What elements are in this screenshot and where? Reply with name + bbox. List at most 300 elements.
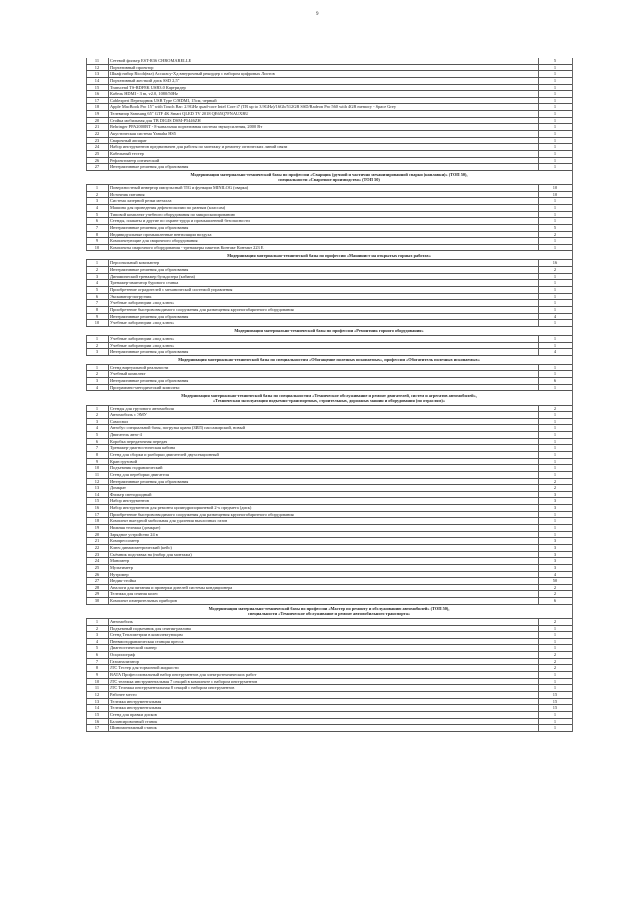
item-quantity: 1	[553, 117, 557, 123]
table-row	[86, 320, 572, 327]
row-number: 2	[95, 412, 99, 418]
table-row	[86, 336, 572, 343]
table-row	[86, 218, 572, 225]
table-row	[86, 205, 572, 212]
item-name: Мультиметр	[110, 564, 133, 570]
table-row	[86, 479, 572, 486]
page-number: 9	[316, 12, 319, 17]
table-row	[86, 578, 572, 585]
item-quantity: 3	[553, 538, 557, 544]
item-name: Комплектующие для сварочного оборудования	[110, 238, 198, 244]
table-row	[86, 591, 572, 598]
table-row	[86, 472, 572, 479]
row-number: 29	[94, 591, 100, 597]
item-quantity: 1	[553, 273, 557, 279]
item-quantity: 1	[553, 137, 557, 143]
item-name: Нутромер	[110, 571, 129, 577]
item-quantity: 1	[553, 144, 557, 150]
row-number: 23	[94, 551, 100, 557]
item-quantity: 1	[553, 320, 557, 326]
item-quantity: 1	[553, 157, 557, 163]
item-quantity: 1	[553, 77, 557, 83]
table-row	[86, 212, 572, 219]
item-quantity: 1	[553, 425, 557, 431]
item-quantity: 1	[553, 452, 557, 457]
item-name: Индивидуальные промышленные вентиляции воздуха	[110, 231, 212, 237]
item-name: JTC тележка инструментальная 7 секций в комплекте с набором инструментов	[110, 678, 258, 684]
table-row	[86, 91, 572, 98]
item-quantity: 1	[553, 71, 557, 77]
row-number: 18	[94, 518, 100, 524]
row-number: 13	[94, 71, 100, 77]
row-number: 9	[95, 313, 99, 319]
table-row	[86, 632, 572, 639]
item-name: Интерактивные решения для образования	[110, 478, 189, 484]
item-name: Интерактивные решения для образования	[110, 313, 189, 319]
item-quantity: 1	[553, 412, 557, 418]
table-row	[86, 665, 572, 672]
item-name: Индик-стойка	[110, 578, 137, 584]
row-number: 14	[94, 705, 100, 711]
item-name: Приобретение быстровозводимого сооружения для размещения крупногабаритного оборудования	[110, 306, 294, 312]
item-name: Рабочее место	[110, 691, 137, 697]
row-number: 21	[94, 538, 100, 544]
item-name: Стенды, плакаты и другие по охране труда и промышленной безопасности	[110, 218, 250, 224]
row-number: 10	[94, 465, 100, 471]
item-quantity: 1	[553, 438, 557, 444]
table-row	[86, 260, 572, 267]
row-number: 4	[95, 384, 99, 390]
item-quantity: 10	[552, 191, 558, 197]
table-row	[86, 525, 572, 532]
item-quantity: 1	[553, 458, 557, 464]
item-name: Тележка инструментальная	[110, 705, 162, 711]
section-title-line: специальности «Сварочное производство» (ТОП 50)	[278, 177, 380, 183]
item-quantity: 1	[553, 111, 557, 117]
item-name: Машина для проведения дефектоскопии по разным (классам)	[110, 205, 226, 210]
section-title-line: Модернизация материально-технической базы по профессии «Сварщик (ручной и частично механизированной сварки (наплавки)» (ТОП 50),	[190, 172, 468, 178]
item-name: Комплект выездной мобильная для удаления выхлопных газов	[110, 518, 228, 524]
item-name: Стенд для сборки и разборки двигателей двухсекционный	[110, 452, 219, 457]
section-title-line: Модернизация материально-технической базы по профессии «Ремонтник горного оборудования»	[234, 328, 424, 334]
item-quantity: 1	[553, 384, 557, 390]
item-quantity: 1	[553, 150, 557, 156]
item-name: Behringer PPA2000BT - 8-канальная портативная система звукоусиления, 2000 Вт	[110, 124, 263, 130]
item-name: Съёмник подставка на (набор для монтажа)	[110, 551, 192, 557]
row-number: 9	[95, 672, 99, 678]
item-quantity: 1	[553, 84, 557, 90]
table-row	[86, 439, 572, 446]
table-row	[86, 300, 572, 307]
row-number: 7	[95, 300, 99, 306]
item-name: JTC Тестер для тормозной жидкости	[110, 665, 179, 671]
table-row	[86, 585, 572, 592]
table-row	[86, 692, 572, 699]
item-name: JTC Тележка инструментальная 8 секций с набором инструментов	[110, 685, 235, 691]
row-number: 4	[95, 425, 99, 431]
item-quantity: 10	[552, 185, 558, 191]
table-row	[86, 349, 572, 356]
item-quantity: 1	[553, 335, 557, 341]
item-quantity: 3	[553, 551, 557, 557]
row-number: 4	[95, 638, 99, 644]
row-number: 19	[94, 111, 100, 117]
item-name: Тренажер-имитатор бурового станка	[110, 280, 179, 286]
table-row	[86, 144, 572, 151]
item-name: Cablexpert Переходник USB Type C/HDMI, 15см, черный	[110, 97, 217, 103]
row-number: 12	[94, 64, 100, 70]
item-name: Интерактивные решения для образования	[110, 378, 189, 384]
table-row	[86, 545, 572, 552]
row-number: 15	[94, 84, 100, 90]
item-name: Телевизор Samsung 65" GTF 4K Smart QLED TV 2018 QE65Q7FNAUXRU	[110, 111, 249, 117]
item-quantity: 4	[553, 571, 557, 577]
row-number: 24	[94, 144, 100, 150]
row-number: 15	[94, 498, 100, 504]
item-quantity: 1	[553, 531, 557, 537]
table-row	[86, 365, 572, 372]
table-row	[86, 98, 572, 105]
table-row	[86, 552, 572, 559]
item-name: Фильтр светодиодный	[110, 491, 152, 497]
item-name: Рефлектометр оптический	[110, 157, 160, 163]
item-name: Учебные лаборатории «под ключ»	[110, 335, 175, 341]
section-title-line: Модернизация материально-технической базы по профессии «Машинист на открытых горных работах»	[227, 252, 431, 258]
table-row	[86, 572, 572, 579]
table-row	[86, 459, 572, 466]
table-row	[86, 118, 572, 125]
row-number: 19	[94, 525, 100, 531]
item-name: Стенд для переборки двигателя	[110, 471, 169, 477]
item-quantity: 1	[553, 342, 557, 348]
item-name: Домкрат	[110, 485, 126, 491]
row-number: 3	[95, 632, 99, 638]
table-row	[86, 164, 572, 171]
table-row	[86, 294, 572, 301]
row-number: 1	[95, 405, 99, 411]
table-row	[86, 412, 572, 419]
item-name: Учебные лаборатории «под ключ»	[110, 320, 175, 326]
table-row	[86, 85, 572, 92]
table-row	[86, 111, 572, 118]
row-number: 1	[95, 335, 99, 341]
item-quantity: 1	[553, 91, 557, 97]
item-name: Интерактивные решения для образования	[110, 349, 189, 355]
row-number: 27	[94, 164, 100, 170]
item-name: Автомобиль с ЭМУ	[110, 412, 147, 418]
row-number: 27	[94, 578, 100, 584]
item-quantity: 1	[553, 418, 557, 424]
row-number: 24	[94, 558, 100, 564]
item-name: Аналоги для питания и проверки дизелей системы кондиционера	[110, 584, 233, 590]
table-row	[86, 185, 572, 192]
item-name: Поверхностный инвертор импульсный TIG и функции MINILOG (сварка)	[110, 185, 249, 191]
item-quantity: 1	[553, 205, 557, 210]
item-name: Интерактивные решения для образования	[110, 267, 189, 273]
table-row	[86, 267, 572, 274]
item-name: Кабельный тестер	[110, 150, 144, 156]
row-number: 13	[94, 485, 100, 491]
row-number: 6	[95, 293, 99, 299]
item-name: Портативный проектор	[110, 64, 154, 70]
row-number: 15	[94, 711, 100, 717]
item-name: Стенд для правки дисков	[110, 711, 157, 717]
row-number: 2	[95, 371, 99, 377]
table-row	[86, 225, 572, 232]
row-number: 28	[94, 584, 100, 590]
table-row	[86, 65, 572, 72]
item-quantity: 2	[553, 591, 557, 597]
item-name: BATA Профессиональный набор инструментов для электротехнических работ	[110, 672, 257, 678]
row-number: 7	[95, 658, 99, 664]
section-title	[86, 251, 572, 260]
item-name: Сетевой фильтр EST-R36 CHROMARELLE	[110, 58, 192, 63]
item-quantity: 2	[553, 485, 557, 491]
row-number: 16	[94, 718, 100, 724]
row-number: 11	[94, 471, 100, 477]
section-title-line: специальности «Техническое обслуживание и ремонт автомобильного транспорта»	[247, 611, 411, 617]
item-quantity: 5	[553, 58, 557, 63]
table-row	[86, 232, 572, 239]
table-row	[86, 719, 572, 726]
item-name: Программно-методический комплекс	[110, 384, 180, 390]
table-row	[86, 307, 572, 314]
row-number: 11	[94, 685, 100, 691]
table-row	[86, 425, 572, 432]
table-row	[86, 619, 572, 626]
row-number: 3	[95, 198, 99, 204]
table-row	[86, 485, 572, 492]
section-title	[86, 327, 572, 336]
section-title	[86, 356, 572, 365]
item-name: Персональный компьютер	[110, 260, 160, 266]
item-name: Приобретение быстровозводимого сооружения для размещения крупногабаритного оборудования	[110, 511, 294, 517]
section-title-line: Модернизация материально-технической базы по специальностям «Обогащение полезных ископаемых», профессии «Обогатитель полезных ископаемых»	[178, 356, 480, 362]
item-name: Приобретение оградителей с механической системой управления	[110, 287, 233, 293]
table-row	[86, 465, 572, 472]
item-quantity: 1	[553, 131, 557, 137]
table-row	[86, 505, 572, 512]
item-name: Шиномонтажный станок	[110, 725, 157, 731]
item-name: Портативный жесткий диск SSD 2,5"	[110, 77, 180, 83]
row-number: 23	[94, 137, 100, 143]
item-quantity: 1	[553, 306, 557, 312]
row-number: 10	[94, 320, 100, 326]
item-name: Учебные лаборатории «под ключ»	[110, 300, 175, 306]
item-quantity: 1	[553, 364, 557, 370]
item-name: Осциллограф	[110, 652, 136, 658]
item-quantity: 1	[553, 525, 557, 531]
item-quantity: 6	[553, 598, 557, 604]
table-row	[86, 71, 572, 78]
table-row	[86, 124, 572, 131]
item-quantity: 1	[553, 632, 557, 638]
item-name: Пневмогидравлическая станция пресса	[110, 638, 184, 644]
row-number: 25	[94, 150, 100, 156]
table-row	[86, 558, 572, 565]
row-number: 16	[94, 91, 100, 97]
item-quantity: 1	[553, 511, 557, 517]
row-number: 8	[95, 452, 99, 457]
item-quantity: 2	[553, 658, 557, 664]
section-title-line: «Техническая эксплуатация подъемно-транспортных, строительных, дорожных машин и оборудования (по отраслям)»	[213, 397, 445, 403]
item-quantity: 1	[553, 672, 557, 678]
section-title	[86, 171, 572, 185]
row-number: 6	[95, 652, 99, 658]
row-number: 1	[95, 260, 99, 266]
item-quantity: 2	[553, 405, 557, 411]
item-name: Стенд виртуальной реальности	[110, 364, 169, 370]
table-row	[86, 538, 572, 545]
item-quantity: 1	[553, 218, 557, 224]
item-name: Apple MacBook Pro 15" with Touch Bar: 2.9GHz quad-core Intel Core i7 (TB up to 3.9GHz)/16Gb/512GB SSD/Radeon Pro 560 with 4GB memory - Space Grey	[110, 104, 397, 110]
item-name: Тележка для снятия колес	[110, 591, 159, 597]
item-name: Интерактивные решения для образования	[110, 164, 189, 170]
item-quantity: 1	[553, 211, 557, 217]
table-row	[86, 492, 572, 499]
table-row	[86, 406, 572, 413]
row-number: 1	[95, 618, 99, 624]
item-quantity: 1	[553, 280, 557, 286]
item-quantity: 50	[552, 578, 558, 584]
item-quantity: 2	[553, 267, 557, 273]
item-name: Комплект измерительных приборов	[110, 598, 177, 604]
table-row	[86, 158, 572, 165]
table-row	[86, 131, 572, 138]
table-row	[86, 518, 572, 525]
table-row	[86, 672, 572, 679]
row-number: 2	[95, 191, 99, 197]
table-row	[86, 645, 572, 652]
item-name: Учебный комплект	[110, 371, 146, 377]
item-quantity: 1	[553, 471, 557, 477]
item-quantity: 1	[553, 638, 557, 644]
item-quantity: 1	[553, 625, 557, 631]
row-number: 7	[95, 445, 99, 451]
item-name: Балансировочный станок	[110, 718, 158, 724]
row-number: 21	[94, 124, 100, 130]
table-row	[86, 287, 572, 294]
table-row	[86, 652, 572, 659]
row-number: 22	[94, 544, 100, 550]
item-name: Набор инструментов для ремонта цилиндропоршневой 2-х предмета (диск)	[110, 505, 252, 511]
table-row	[86, 238, 572, 245]
table-row	[86, 512, 572, 519]
item-name: Шкаф набор Ricoh(вэл) Accuracy-Хд внеурочный рекордер с набором цифровых Листов	[110, 71, 275, 77]
item-quantity: 1	[553, 97, 557, 103]
item-quantity: 15	[552, 698, 558, 704]
item-name: Нижняя тележка (домкрат)	[110, 525, 161, 531]
item-quantity: 1	[553, 645, 557, 651]
row-number: 30	[94, 598, 100, 604]
item-name: Интерактивные решения для образования	[110, 224, 189, 230]
item-name: Самосвал	[110, 418, 129, 424]
item-name: Кабель HDMI - 3 m, v2.0, 1080/50Hz	[110, 91, 178, 97]
item-name: Тележка инструментальная	[110, 698, 162, 704]
item-quantity: 2	[553, 665, 557, 671]
item-name: Диагностический сканер	[110, 645, 157, 651]
table-row	[86, 245, 572, 252]
row-number: 3	[95, 378, 99, 384]
table-row	[86, 371, 572, 378]
item-name: Типовой комплект учебного оборудования по микроскопированию	[110, 211, 236, 217]
item-quantity: 1	[553, 445, 557, 451]
table-row	[86, 314, 572, 321]
equipment-table	[86, 58, 572, 732]
row-number: 3	[95, 418, 99, 424]
item-quantity: 3	[553, 558, 557, 564]
item-name: Манометр	[110, 558, 130, 564]
table-row	[86, 565, 572, 572]
row-number: 2	[95, 267, 99, 273]
table-row	[86, 343, 572, 350]
table-row	[86, 385, 572, 392]
item-quantity: 3	[553, 491, 557, 497]
item-name: Кран грузовой	[110, 458, 138, 464]
table-row	[86, 498, 572, 505]
item-quantity: 5	[553, 224, 557, 230]
item-name: Компрессометр	[110, 538, 140, 544]
section-title-line: Модернизация материально-технической базы по профессии «Мастер по ремонту и обслуживанию автомобилей» (ТОП 50),	[208, 605, 450, 611]
row-number: 8	[95, 231, 99, 237]
table-row	[86, 280, 572, 287]
item-quantity: 2	[553, 584, 557, 590]
item-quantity: 1	[553, 198, 557, 204]
item-quantity: 1	[553, 518, 557, 524]
item-name: Двигатель авто-4	[110, 432, 142, 438]
row-number: 16	[94, 505, 100, 511]
row-number: 5	[95, 645, 99, 651]
row-number: 8	[95, 306, 99, 312]
row-number: 4	[95, 280, 99, 286]
row-number: 5	[95, 211, 99, 217]
item-name: Экскаватор-погрузчик	[110, 293, 152, 299]
item-quantity: 3	[553, 544, 557, 550]
row-number: 4	[95, 205, 99, 210]
row-number: 9	[95, 458, 99, 464]
row-number: 9	[95, 238, 99, 244]
item-quantity: 1	[553, 465, 557, 471]
table-row	[86, 532, 572, 539]
item-quantity: 1	[553, 432, 557, 438]
row-number: 3	[95, 349, 99, 355]
row-number: 14	[94, 77, 100, 83]
item-quantity: 1	[553, 104, 557, 110]
item-quantity: 2	[553, 231, 557, 237]
item-quantity: 6	[553, 378, 557, 384]
row-number: 13	[94, 698, 100, 704]
row-number: 2	[95, 625, 99, 631]
item-name: Подъемник гидравлический	[110, 465, 163, 471]
item-quantity: 1	[553, 238, 557, 244]
section-title-line: Модернизация материально-технической базы по специальностям «Техническое обслуживание и ремонт двигателей, систем и агрегатов автомобилей»,	[181, 392, 477, 398]
row-number: 10	[94, 678, 100, 684]
item-name: Стойка мобильная для ТВ DIGIS DSM-P5446ZH	[110, 117, 201, 123]
item-name: Газоанализатор	[110, 658, 139, 664]
table-row	[86, 78, 572, 85]
item-quantity: 3	[553, 498, 557, 504]
item-quantity: 1	[553, 371, 557, 377]
table-row	[86, 639, 572, 646]
row-number: 22	[94, 131, 100, 137]
table-row	[86, 104, 572, 111]
item-quantity: 1	[553, 293, 557, 299]
row-number: 12	[94, 691, 100, 697]
row-number: 5	[95, 287, 99, 293]
item-quantity: 2	[553, 478, 557, 484]
row-number: 8	[95, 665, 99, 671]
item-quantity: 1	[553, 718, 557, 724]
